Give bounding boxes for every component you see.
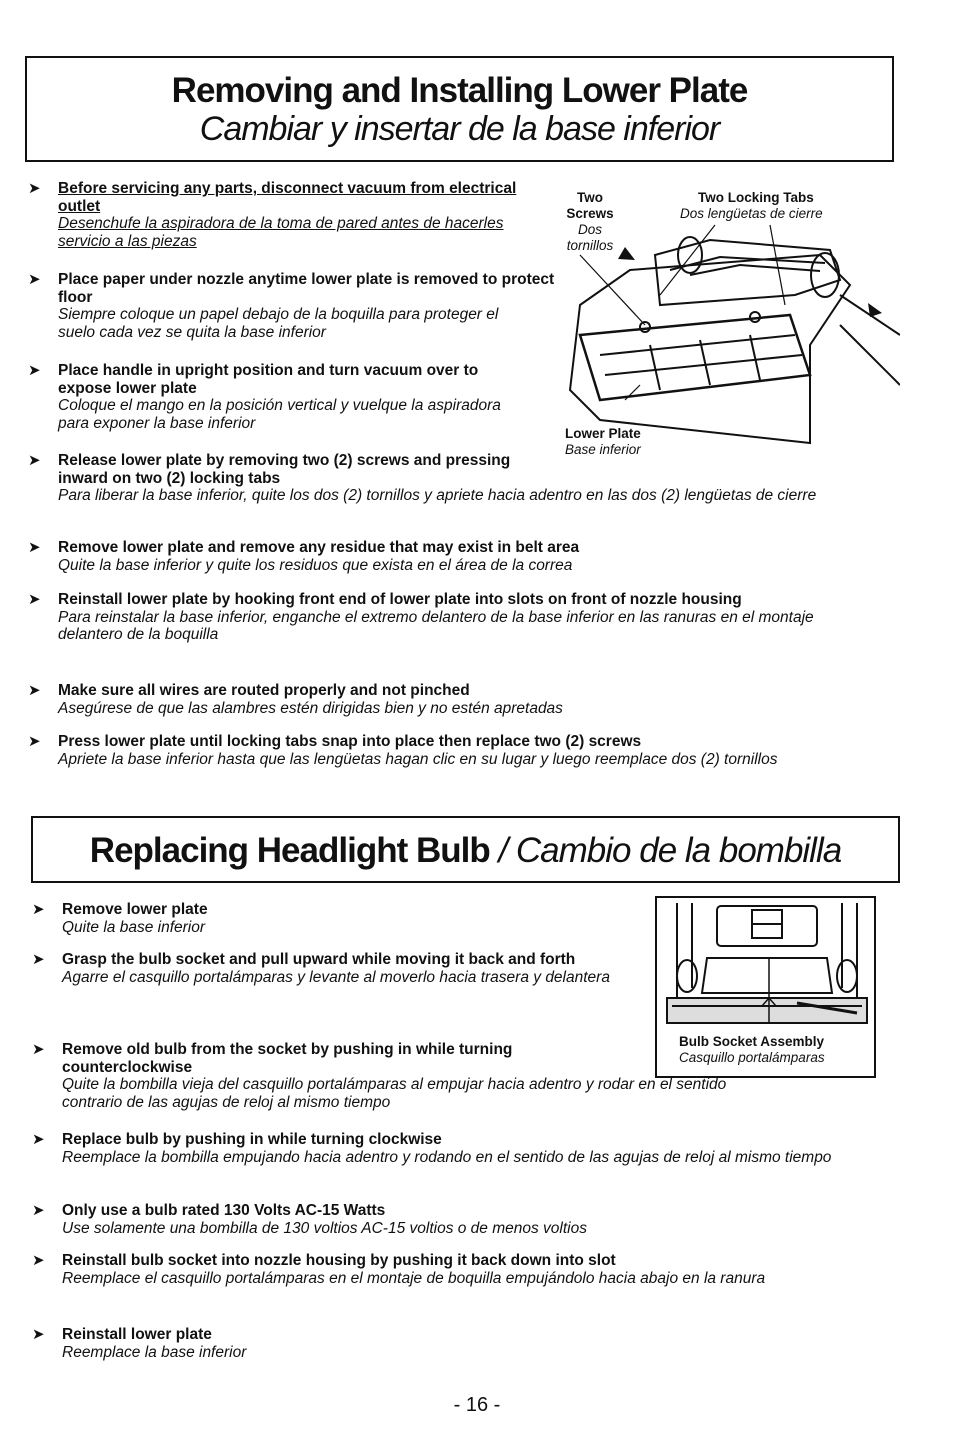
step-text-es: Asegúrese de que las alambres estén dirigidas bien y no estén apretadas: [58, 699, 563, 717]
step-text-en: Reinstall lower plate: [62, 1326, 212, 1343]
bullet-arrow-icon: ➤: [32, 1131, 45, 1148]
section1-title-es: Cambiar y insertar de la base inferior: [199, 110, 720, 148]
step-text-es: Reemplace el casquillo portalámparas en el montaje de boquilla empujándolo hacia abajo en la ranura: [62, 1269, 766, 1287]
section1-step-6: [28, 591, 878, 644]
bullet-arrow-icon: ➤: [28, 539, 41, 556]
section1-step-4: [28, 452, 848, 505]
bullet-arrow-icon: ➤: [32, 1041, 45, 1058]
step-text-en: Make sure all wires are routed properly and not pinched: [58, 682, 470, 699]
step-text-es: Reemplace la bombilla empujando hacia adentro y rodando en el sentido de las agujas de reloj al mismo tiempo: [62, 1148, 832, 1166]
bullet-arrow-icon: ➤: [28, 682, 41, 699]
step-text-es: Quite la base inferior: [62, 918, 206, 936]
section2-step-6: [32, 1252, 892, 1287]
step-text-es: Use solamente una bombilla de 130 voltios AC-15 voltios o de menos voltios: [62, 1219, 587, 1237]
locking-tabs-label-en: Two Locking Tabs: [698, 190, 814, 205]
section1-step-3: [28, 362, 528, 432]
two-screws-label-en: Two: [577, 190, 603, 205]
step-text-es: Apriete la base inferior hasta que las lengüetas hagan clic en su lugar y luego reemplace dos (2) tornillos: [58, 750, 778, 768]
section1-header: [25, 56, 894, 162]
step-text-en: Remove old bulb from the socket by pushing in while turning counterclockwise: [62, 1041, 513, 1076]
step-text-en: Press lower plate until locking tabs snap into place then replace two (2) screws: [58, 733, 642, 750]
section2-step-4: [32, 1131, 902, 1166]
socket-label-en: Bulb Socket Assembly: [679, 1034, 825, 1049]
step-text-en: Reinstall bulb socket into nozzle housing by pushing it back down into slot: [62, 1252, 616, 1269]
step-text-en: Grasp the bulb socket and pull upward while moving it back and forth: [62, 951, 576, 968]
step-text-es: Para liberar la base inferior, quite los dos (2) tornillos y apriete hacia adentro en las dos (2) lengüetas de cierre: [58, 487, 817, 504]
two-screws-label-es: Dos: [577, 222, 602, 237]
step-text-es: Reemplace la base inferior: [62, 1343, 247, 1361]
bullet-arrow-icon: ➤: [32, 1252, 45, 1269]
two-screws-label-en2: Screws: [566, 206, 614, 221]
section2-step-1: [32, 901, 622, 936]
step-text-en: Replace bulb by pushing in while turning clockwise: [62, 1131, 442, 1148]
bullet-arrow-icon: ➤: [28, 271, 41, 288]
bullet-arrow-icon: ➤: [28, 452, 41, 469]
section2-step-2: [32, 951, 642, 986]
step-text-es: Agarre el casquillo portalámparas y levante al moverlo hacia trasera y delantera: [62, 968, 610, 986]
bullet-arrow-icon: ➤: [28, 591, 41, 608]
lower-plate-label-es: Base inferior: [565, 442, 641, 457]
socket-label-es: Casquillo portalámparas: [679, 1050, 825, 1065]
section1-step-2: [28, 271, 583, 341]
section2-step-3: [32, 1041, 742, 1111]
step-text-en: Remove lower plate: [62, 901, 208, 918]
step-text-es: Siempre coloque un papel debajo de la boquilla para proteger el suelo cada vez se quita la base inferior: [58, 306, 499, 341]
step-text-en: Only use a bulb rated 130 Volts AC-15 Watts: [62, 1202, 386, 1219]
section2-title-en: Replacing Headlight Bulb: [89, 831, 490, 870]
bullet-arrow-icon: ➤: [28, 180, 41, 197]
section1-title-en: Removing and Installing Lower Plate: [171, 71, 748, 110]
section2-step-7: [32, 1326, 622, 1361]
step-text-en: Release lower plate by removing two (2) screws and pressing inward on two (2) locking tabs: [58, 452, 511, 487]
two-screws-label-es2: tornillos: [566, 238, 614, 253]
bullet-arrow-icon: ➤: [28, 362, 41, 379]
bullet-arrow-icon: ➤: [32, 1202, 45, 1219]
bulb-socket-illustration: [657, 898, 874, 1028]
step-text-en: Reinstall lower plate by hooking front end of lower plate into slots on front of nozzle housing: [58, 591, 742, 608]
step-text-es: Para reinstalar la base inferior, enganche el extremo delantero de la base inferior en las ranuras en el montaje delantero de la boquilla: [58, 608, 814, 643]
figure-label-locking-tabs: [680, 190, 823, 222]
locking-tabs-label-es: Dos lengüetas de cierre: [680, 206, 823, 221]
bullet-arrow-icon: ➤: [28, 733, 41, 750]
section1-step-5: [28, 539, 848, 574]
step-text-es: Coloque el mango en la posición vertical y vuelque la aspiradora para exponer la base inferior: [58, 397, 501, 432]
section2-title: [33, 831, 898, 871]
page-number: - 16 -: [453, 1394, 501, 1416]
section1-step-8: [28, 733, 888, 768]
lower-plate-label-en: Lower Plate: [565, 426, 641, 441]
step-text-es: Desenchufe la aspiradora de la toma de pared antes de hacerles servicio a las piezas: [58, 215, 504, 250]
bullet-arrow-icon: ➤: [32, 901, 45, 918]
bullet-arrow-icon: ➤: [32, 951, 45, 968]
section2-step-5: [32, 1202, 882, 1237]
step-text-en: Remove lower plate and remove any residue that may exist in belt area: [58, 539, 580, 556]
section2-title-separator: /: [489, 831, 516, 870]
step-text-en: Place paper under nozzle anytime lower plate is removed to protect floor: [58, 271, 555, 306]
bullet-arrow-icon: ➤: [32, 1326, 45, 1343]
step-text-en: Place handle in upright position and turn vacuum over to expose lower plate: [58, 362, 479, 397]
section2-title-es: Cambio de la bombilla: [515, 831, 842, 870]
step-text-es: Quite la base inferior y quite los residuos que exista en el área de la correa: [58, 556, 573, 574]
section2-header: [31, 816, 900, 883]
step-text-en: Before servicing any parts, disconnect vacuum from electrical outlet: [58, 180, 517, 215]
section1-step-1: [28, 180, 543, 250]
step-text-es: Quite la bombilla vieja del casquillo portalámparas al empujar hacia adentro y rodar en el sentido contrario de las agujas de reloj al mismo tiempo: [62, 1076, 727, 1111]
section1-step-7: [28, 682, 848, 717]
figure-label-two-screws: [560, 190, 620, 254]
